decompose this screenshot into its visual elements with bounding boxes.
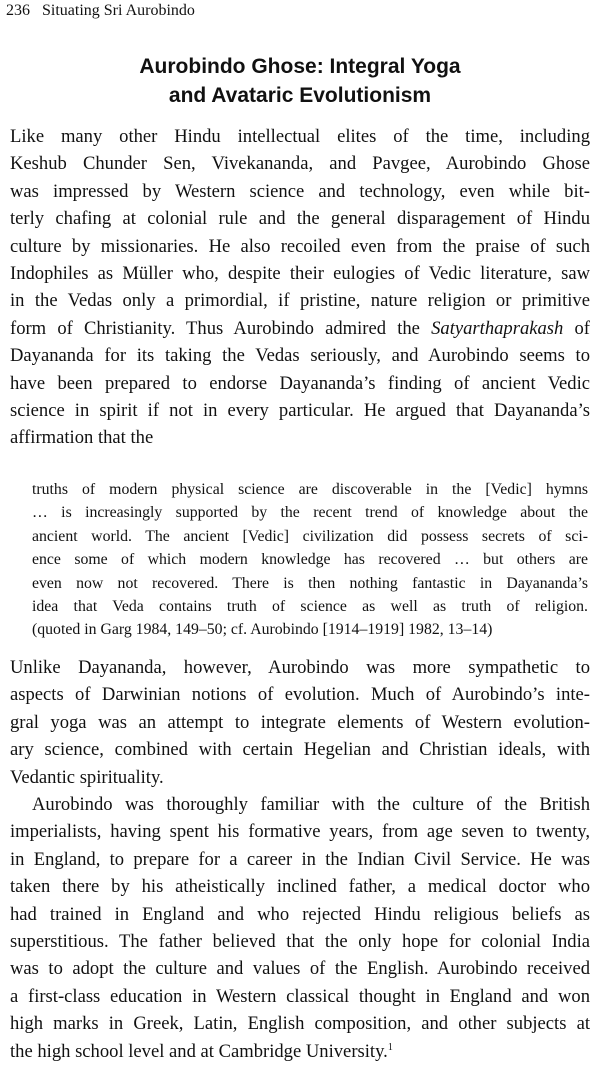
quote-line: even now not recovered. There is then nothing fantastic in Dayananda’s <box>32 574 588 592</box>
quote-line: truths of modern physical science are discoverable in the [Vedic] hymns <box>32 481 588 498</box>
section-title <box>0 52 600 110</box>
text-line: had trained in England and who rejected Hindu religious beliefs as <box>10 903 590 925</box>
text-line: gral yoga was an attempt to integrate elements of Western evolution- <box>10 711 590 733</box>
text-segment: the high school level and at Cambridge University. <box>10 1040 388 1062</box>
running-head <box>6 1 195 21</box>
block-quote <box>32 478 588 642</box>
text-line: Unlike Dayananda, however, Aurobindo was more sympathetic to <box>10 657 590 678</box>
paragraph-1 <box>10 123 590 452</box>
paragraph-3 <box>10 791 590 1065</box>
text-segment: form of Christianity. Thus Aurobindo admired the <box>10 317 432 339</box>
text-line: high marks in Greek, Latin, English composition, and other subjects at <box>10 1013 590 1035</box>
quote-line: ence some of which modern knowledge has recovered … but others are <box>32 551 588 569</box>
text-line: ary science, combined with certain Hegelian and Christian ideals, with <box>10 739 590 761</box>
text-line: a first-class education in Western classical thought in England and won <box>10 985 590 1007</box>
text-line: imperialists, having spent his formative years, from age seven to twenty, <box>10 821 590 843</box>
text-line: terly chafing at colonial rule and the general disparagement of Hindu <box>10 208 590 230</box>
text-line: Aurobindo was thoroughly familiar with the culture of the British <box>32 794 590 815</box>
text-line: Like many other Hindu intellectual elites of the time, including <box>10 126 590 147</box>
text-line <box>10 315 590 342</box>
text-line: was impressed by Western science and technology, even while bit- <box>10 180 590 202</box>
section-title-line-1: Aurobindo Ghose: Integral Yoga <box>139 55 461 78</box>
text-line: superstitious. The father believed that the only hope for colonial India <box>10 930 590 952</box>
text-line: have been prepared to endorse Dayananda’s finding of ancient Vedic <box>10 372 590 394</box>
text-line: Indophiles as Müller who, despite their eulogies of Vedic literature, saw <box>10 262 590 284</box>
text-line: taken there by his atheistically inclined father, a medical doctor who <box>10 876 590 898</box>
italic-book-title: Satyarthaprakash <box>431 317 564 339</box>
text-line: affirmation that the <box>10 427 154 449</box>
text-line: Dayananda for its taking the Vedas seriously, and Aurobindo seems to <box>10 345 590 367</box>
text-line <box>10 1038 590 1065</box>
section-title-line-2: and Avataric Evolutionism <box>168 84 432 107</box>
text-line: in England, to prepare for a career in the Indian Civil Service. He was <box>10 848 590 870</box>
text-segment: of <box>563 317 590 339</box>
paragraph-2 <box>10 654 590 791</box>
book-title: Situating Sri Aurobindo <box>42 2 195 19</box>
text-line: was to adopt the culture and values of the English. Aurobindo received <box>10 958 590 980</box>
quote-line: … is increasingly supported by the recent trend of knowledge about the <box>32 504 588 522</box>
quote-citation: (quoted in Garg 1984, 149–50; cf. Aurobindo [1914–1919] 1982, 13–14) <box>32 621 493 639</box>
quote-line: ancient world. The ancient [Vedic] civilization did possess secrets of sci- <box>32 527 588 545</box>
text-line: Vedantic spirituality. <box>10 766 164 788</box>
text-line: Keshub Chunder Sen, Vivekananda, and Pavgee, Aurobindo Ghose <box>10 153 590 175</box>
page-number: 236 <box>6 2 30 19</box>
text-line: science in spirit if not in every particular. He argued that Dayananda’s <box>10 399 590 421</box>
footnote-marker[interactable]: 1 <box>387 1041 393 1053</box>
text-line: culture by missionaries. He also recoiled even from the praise of such <box>10 235 590 257</box>
quote-line: idea that Veda contains truth of science as well as truth of religion. <box>32 597 588 615</box>
text-line: aspects of Darwinian notions of evolution. Much of Aurobindo’s inte- <box>10 684 590 706</box>
text-line: in the Vedas only a primordial, if pristine, nature religion or primitive <box>10 290 590 312</box>
